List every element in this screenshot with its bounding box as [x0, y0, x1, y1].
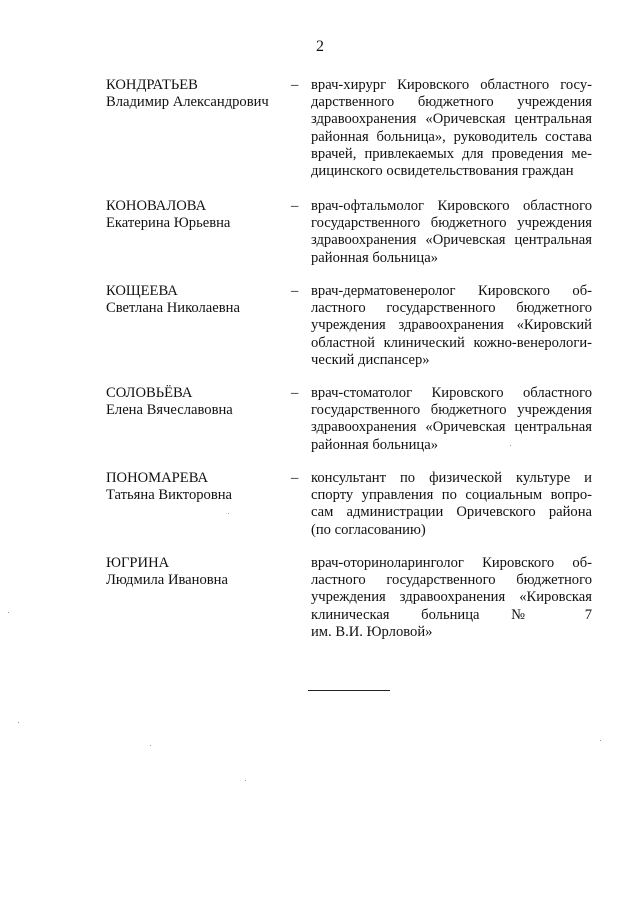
role-line: учреждения здравоохранения «Кировский [311, 317, 592, 334]
dash: – [291, 470, 299, 486]
member-surname: ЮГРИНА [106, 555, 170, 571]
role-line: здравоохранения «Оричевская центральная [311, 111, 592, 128]
role-line: районная больница», руководитель состава [311, 128, 592, 145]
role-line: ластного государственного бюджетного [311, 300, 592, 317]
role-line: ластного государственного бюджетного [311, 572, 592, 589]
member-role [311, 555, 592, 641]
role-line: ческий диспансер» [311, 351, 430, 368]
dash: – [291, 385, 299, 401]
member-surname: КОНОВАЛОВА [106, 198, 207, 214]
role-line: врачей, привлекаемых для проведения ме- [311, 145, 592, 162]
role-line: районная больница» [311, 436, 439, 453]
member-given-name: Людмила Ивановна [106, 572, 228, 589]
role-line: учреждения здравоохранения «Кировская [311, 589, 592, 606]
role-line: сам администрации Оричевского района [311, 504, 592, 521]
role-line: врач-дерматовенеролог Кировского об- [311, 283, 592, 299]
page-number: 2 [316, 38, 324, 55]
scan-speck [245, 780, 246, 781]
member-given-name: Екатерина Юрьевна [106, 215, 231, 232]
role-line: здравоохранения «Оричевская центральная [311, 232, 592, 249]
scan-speck [150, 745, 151, 746]
scan-speck [600, 740, 601, 741]
member-surname: ПОНОМАРЕВА [106, 470, 209, 486]
role-line: врач-оториноларинголог Кировского об- [311, 555, 592, 571]
member-surname: СОЛОВЬЁВА [106, 385, 193, 401]
member-name [106, 385, 286, 419]
member-given-name: Владимир Александрович [106, 94, 269, 111]
dash: – [291, 198, 299, 214]
role-line: спорту управления по социальным вопро- [311, 487, 592, 504]
member-name [106, 470, 286, 504]
role-line: дицинского освидетельствования граждан [311, 163, 574, 180]
member-given-name: Татьяна Викторовна [106, 487, 233, 504]
dash: – [291, 77, 299, 93]
member-given-name: Светлана Николаевна [106, 300, 240, 317]
role-line: клиническая больница № 7 [311, 606, 592, 623]
member-role [311, 198, 592, 267]
member-role [311, 77, 592, 180]
scan-speck [228, 513, 229, 514]
role-line: (по согласованию) [311, 521, 426, 538]
role-line: им. В.И. Юрловой» [311, 623, 433, 640]
member-surname: КОНДРАТЬЕВ [106, 77, 198, 93]
member-given-name: Елена Вячеславовна [106, 402, 233, 419]
member-name [106, 283, 286, 317]
role-line: здравоохранения «Оричевская центральная [311, 419, 592, 436]
member-surname: КОЩЕЕВА [106, 283, 178, 299]
member-role [311, 385, 592, 454]
scan-speck [8, 612, 9, 613]
role-line: врач-стоматолог Кировского областного [311, 385, 592, 401]
dash: – [291, 283, 299, 299]
member-name [106, 198, 286, 232]
role-line: государственного бюджетного учреждения [311, 402, 592, 419]
role-line: районная больница» [311, 249, 439, 266]
scan-speck [18, 722, 19, 723]
role-line: врач-офтальмолог Кировского областного [311, 198, 592, 214]
closing-rule [308, 690, 390, 691]
member-name [106, 77, 286, 111]
role-line: врач-хирург Кировского областного госу- [311, 77, 592, 93]
member-name [106, 555, 286, 589]
member-role [311, 283, 592, 369]
role-line: консультант по физической культуре и [311, 470, 592, 486]
member-role [311, 470, 592, 539]
scan-speck [510, 445, 511, 446]
role-line: дарственного бюджетного учреждения [311, 94, 592, 111]
role-line: областной клинический кожно-венерологи- [311, 334, 592, 351]
role-line: государственного бюджетного учреждения [311, 215, 592, 232]
